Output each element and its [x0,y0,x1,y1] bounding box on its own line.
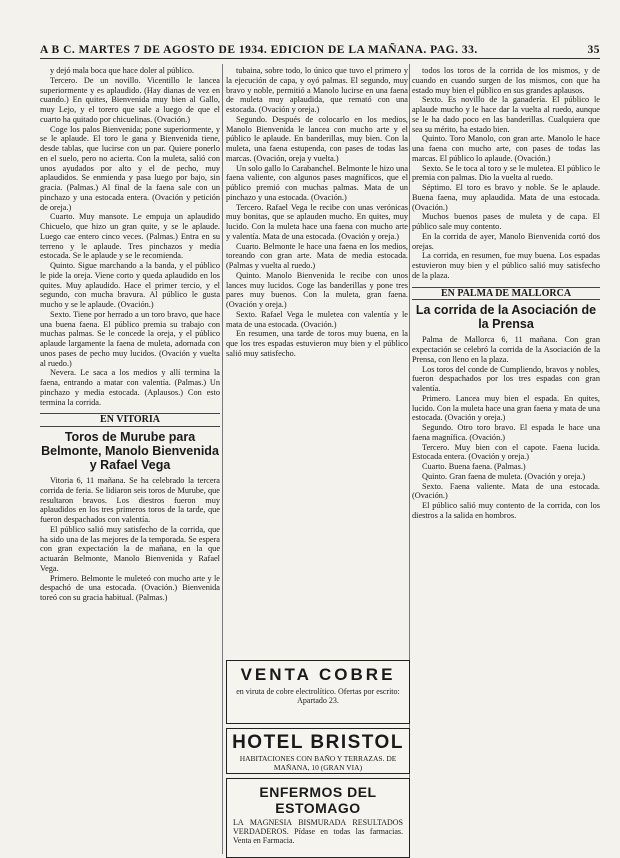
column-2 [226,66,408,656]
paragraph: Sexto. Es novillo de la ganadería. El público le aplaude mucho y le hace dar la vuelta al ruedo, aunque se le ha dado poco en las banderillas. Cualquiera que sea su mérito, ha estado bien. [412,95,600,134]
paragraph: Sexto. Rafael Vega le muletea con valentía y le mata de una estocada. (Ovación.) [226,309,408,329]
paragraph: Quinto. Sigue marchando a la banda, y el público le pide la oreja. Viene corto y queda aplaudido en los quites. Muy aplaudido. Hace el primer tercio, y el segundo, con mucha bravura. Al público le gusta mucho y se le aplaude. (Ovación.) [40,261,220,309]
paragraph: En la corrida de ayer, Manolo Bienvenida cortó dos orejas. [412,231,600,251]
paragraph: todos los toros de la corrida de los mismos, y de cuando en cuando surgen de los mismos, con que ha estado muy bien el público en sus grandes aplausos. [412,66,600,95]
paragraph: Vitoria 6, 11 mañana. Se ha celebrado la tercera corrida de feria. Se lidiaron seis toros de Murube, que resultaron bravos. Los diestros fueron muy aplaudidos en los tres primeros toros de la tarde, que fueron despachados con valentía. [40,476,220,524]
paragraph: Segundo. Otro toro bravo. El espada le hace una faena magnífica. (Ovación.) [412,423,600,442]
paragraph: Séptimo. El toro es bravo y noble. Se le aplaude. Buena faena, muy aplaudida. Mata de una estocada. (Ovación.) [412,183,600,212]
column-rule-1 [222,64,223,854]
article-title-vitoria: Toros de Murube para Belmonte, Manolo Bienvenida y Rafael Vega [41,430,219,472]
page-header [40,44,600,59]
paragraph: Coge los palos Bienvenida; pone superiormente, y se le aplaude. El toro le gana y Bienvenida tiene, desde tablas, que lucirse con un par. Quiere ponerlo en el suelo, pero no acierta. Con la muleta, salió con unos ayudados por alto y el de pecho, muy aplaudidos. Se enmienda y pasa luego por bajo, sin gracia. (Palmas.) Al final de la faena sale con un pinchazo y una estocada entera. (Ovación y petición de oreja.) [40,124,220,212]
page-mark: 35 [587,44,600,56]
column-1 [40,66,220,858]
paragraph: La corrida, en resumen, fue muy buena. Los espadas estuvieron muy bien y el público salió muy satisfecho de la plaza. [412,251,600,280]
paragraph: y dejó mala boca que hace doler al público. [50,66,194,75]
ad-venta-cobre [226,660,410,724]
paragraph: Muchos buenos pases de muleta y de capa. El público sale muy contento. [412,212,600,231]
paragraph: Cuarto. Belmonte le hace una faena en los medios, toreando con gran arte. Mata de media estocada. (Palmas y vuelta al ruedo.) [226,241,408,270]
ad-title: HOTEL BRISTOL [232,732,404,753]
paragraph: Sexto. Se le toca al toro y se le muletea. El público le premia con palmas. Dio la vuelta al ruedo. [412,163,600,183]
paragraph: Nevera. Le saca a los medios y allí termina la faena, entrando a matar con valentía. (Palmas.) Un pinchazo y media estocada. (Aplausos.) Con esto termina la corrida. [40,368,220,407]
section-heading-palma: EN PALMA DE MALLORCA [412,287,600,301]
paragraph: Tercero. De un novillo. Vicentillo le lancea superiormente y es aplaudido. (Hay dianas de vez en cuando.) En quites, Bienvenida muy bien al Gallo, muy Lejo, y el torero que sale a luego de que el cuarto ha quitado por chicuelinas. (Ovación.) [40,75,220,124]
paragraph: Palma de Mallorca 6, 11 mañana. Con gran expectación se celebró la corrida de la Asociación de la Prensa, con lleno en la plaza. [412,335,600,364]
paragraph: El público salió muy satisfecho de la corrida, que ha sido una de las mejores de la temporada. Se espera con gran expectación la de mañana, en la que actuarán Belmonte, Manolo Bienvenida y Rafael Vega. [40,524,220,573]
paragraph: Primero. Lancea muy bien el espada. En quites, lucido. Con la muleta hace una gran faena y mata de una estocada. (Ovación y oreja.) [412,393,600,423]
paragraph: Quinto. Gran faena de muleta. (Ovación y oreja.) [422,471,586,481]
paragraph: Segundo. Después de colocarlo en los medios, Manolo Bienvenida le lancea con mucho arte y el público le aplaude. En banderillas, muy bien. Con la muleta, una faena estupenda, con pases de todas las marcas. (Ovación, oreja y vuelta.) [226,114,408,163]
paragraph: Tercero. Rafael Vega le recibe con unas verónicas muy bonitas, que se aplauden mucho. En quites, muy lucido. Con la muleta hace una faena con mucho arte y valentía. Mata de una estocada. (Ovación y oreja.) [226,202,408,241]
paragraph: Primero. Belmonte le muleteó con mucho arte y le despachó de una estocada. (Ovación.) Bienvenida toreó con su gracia habitual. (Palmas.) [40,573,220,602]
article-title-palma: La corrida de la Asociación de la Prensa [415,303,597,332]
ad-text: en viruta de cobre electrolítico. Ofertas por escrito: Apartado 23. [236,687,400,705]
section-heading-vitoria: EN VITORIA [40,413,220,427]
paragraph: Cuarto. Buena faena. (Palmas.) [422,462,526,471]
paragraph: Cuarto. Muy mansote. Le empuja un aplaudido Chicuelo, que hizo un gran quite, y se le aplaude. Luego cae entero cinco veces. (Palmas.) Entra en su terreno y le aplaude. Tres pinchazos y media estocada. Se le aplaude y se le recomienda. [40,212,220,261]
column-3 [412,66,600,858]
paragraph: Un solo gallo lo Carabanchel. Belmonte le hizo una faena valiente, con algunos pases magníficos, que el público premió con muchas palmas. Mata de un pinchazo y una estocada. (Ovación.) [226,163,408,202]
ad-enfermos-estomago [226,778,410,858]
ad-title: ENFERMOS DEL ESTOMAGO [259,784,377,816]
paragraph: El público salió muy contento de la corrida, con los diestros a la salida en hombros. [412,501,600,520]
ad-text: LA MAGNESIA BISMURADA RESULTADOS VERDADEROS. Pídase en todas las farmacias. Venta en Farmacia. [233,818,403,845]
paragraph: Sexto. Faena valiente. Mata de una estocada. (Ovación.) [412,481,600,501]
ad-title: VENTA COBRE [240,665,396,684]
paragraph: Quinto. Manolo Bienvenida le recibe con unos lances muy lucidos. Coge las banderillas y pone tres pares muy buenos. Con la muleta, gran faena. (Ovación y oreja.) [226,270,408,309]
ad-hotel-bristol [226,728,410,774]
paragraph: Quinto. Toro Manolo, con gran arte. Manolo le hace una faena con mucho arte, con pases de todas las marcas. El público lo aplaude. (Ovación.) [412,134,600,163]
paragraph: En resumen, una tarde de toros muy buena, en la que los tres espadas estuvieron muy bien y el público salió muy satisfecho. [226,329,408,358]
paragraph: Sexto. Tiene por herrado a un toro bravo, que hace una buena faena. El público premia su trabajo con muchas palmas. Se le concede la oreja, y el público aplaude largamente la faena de muleta, adornada con unos pases de pecho muy lucidos. (Ovación y vuelta al ruedo.) [40,309,220,368]
ad-text: HABITACIONES CON BAÑO Y TERRAZAS. DE MAÑANA, 10 (GRAN VIA) [239,754,397,772]
paragraph: Los toros del conde de Cumpliendo, bravos y nobles, fueron despachados por los tres espadas con gran valentía. [412,364,600,393]
paragraph: Tercero. Muy bien con el capote. Faena lucida. Estocada entera. (Ovación y oreja.) [412,442,600,462]
header-text: A B C. MARTES 7 DE AGOSTO DE 1934. EDICION DE LA MAÑANA. PAG. 33. [40,44,478,56]
paragraph: tubaina, sobre todo, lo único que tuvo el primero y la ejecución de capa, y oyó palmas. El segundo, muy bravo y noble, permitió a Manolo lucirse en una faena de muleta muy aplaudida, que remató con una estocada. (Ovación y oreja.) [226,66,408,114]
